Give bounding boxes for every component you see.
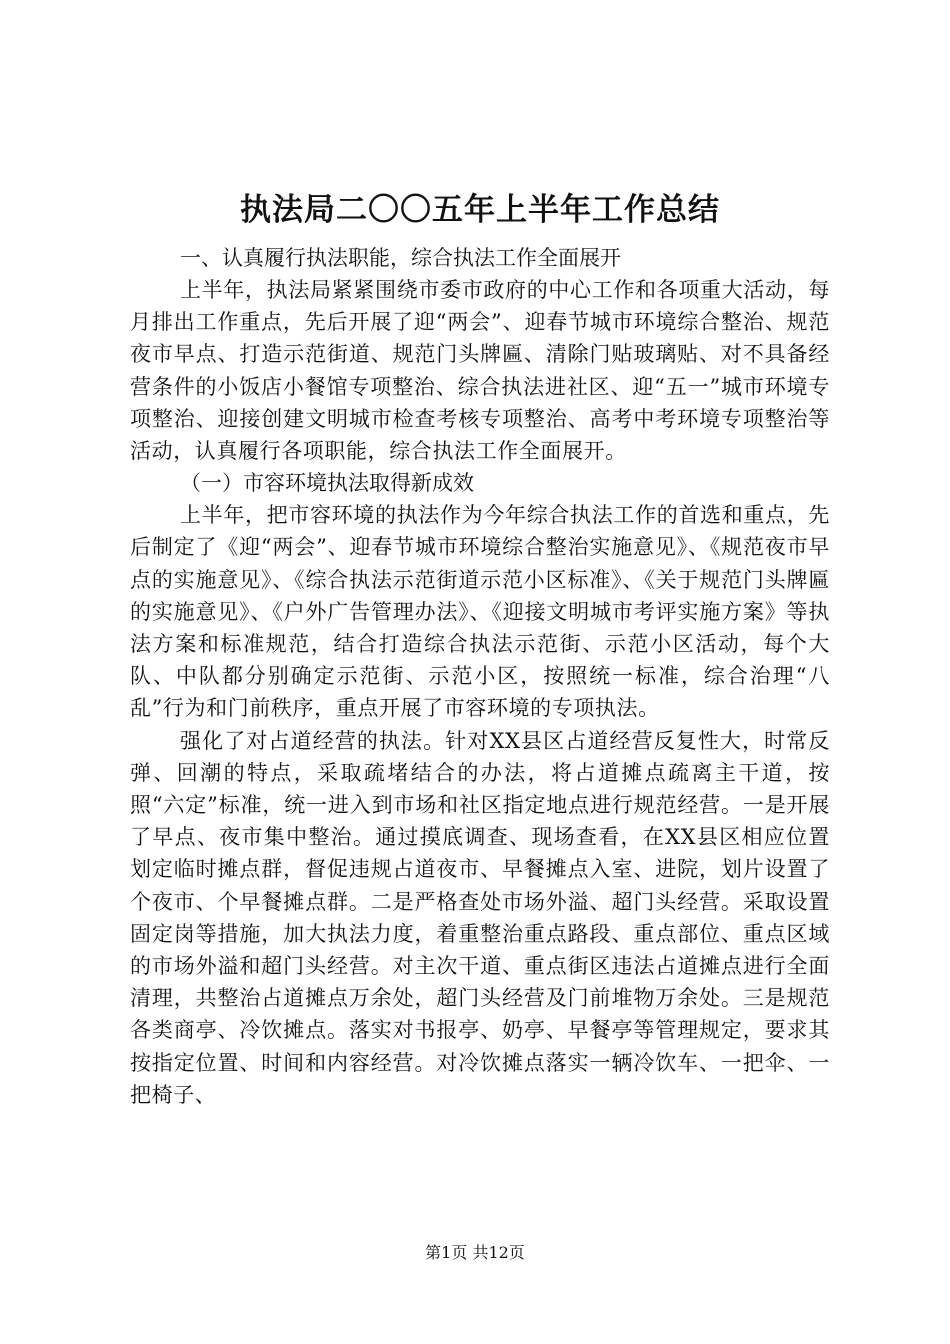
section-heading: 一、认真履行执法职能，综合执法工作全面展开	[180, 246, 621, 270]
page-footer: 第1页 共12页	[425, 1243, 525, 1262]
subsection-heading: （一）市容环境执法取得新成效	[180, 471, 474, 496]
document-title: 执法局二〇〇五年上半年工作总结	[240, 192, 720, 228]
paragraph-2: 上半年，把市容环境的执法作为今年综合执法工作的首选和重点，先后制定了《迎“两会”、迎春节城市环境综合整治实施意见》、《规范夜市早点的实施意见》、《综合执法示范街道示范小区标准》、《关于规范门头牌匾的实施意见》、《户外广告管理办法》、《迎接文明城市考评实施方案》等执法方案和标准规范，结合打造综合执法示范街、示范小区活动，每个大队、中队都分别确定示范街、示范小区，按照统一标准，综合治理“八乱”行为和门前秩序，重点开展了市容环境的专项执法。	[130, 503, 830, 721]
paragraph-1: 上半年，执法局紧紧围绕市委市政府的中心工作和各项重大活动，每月排出工作重点，先后开展了迎“两会”、迎春节城市环境综合整治、规范夜市早点、打造示范街道、规范门头牌匾、清除门贴玻璃贴、对不具备经营条件的小饭店小餐馆专项整治、综合执法进社区、迎“五一”城市环境专项整治、迎接创建文明城市检查考核专项整治、高考中考环境专项整治等活动，认真履行各项职能，综合执法工作全面展开。	[130, 278, 830, 464]
paragraph-3: 强化了对占道经营的执法。针对XX县区占道经营反复性大，时常反弹、回潮的特点，采取疏堵结合的办法，将占道摊点疏离主干道，按照“六定”标准，统一进入到市场和社区指定地点进行规范经营。一是开展了早点、夜市集中整治。通过摸底调查、现场查看，在XX县区相应位置划定临时摊点群，督促违规占道夜市、早餐摊点入室、进院，划片设置了个夜市、个早餐摊点群。二是严格查处市场外溢、超门头经营。采取设置固定岗等措施，加大执法力度，着重整治重点路段、重点部位、重点区域的市场外溢和超门头经营。对主次干道、重点街区违法占道摊点进行全面清理，共整治占道摊点万余处，超门头经营及门前堆物万余处。三是规范各类商亭、冷饮摊点。落实对书报亭、奶亭、早餐亭等管理规定，要求其按指定位置、时间和内容经营。对冷饮摊点落实一辆冷饮车、一把伞、一把椅子、	[130, 728, 830, 1107]
document-page	[130, 188, 830, 1111]
